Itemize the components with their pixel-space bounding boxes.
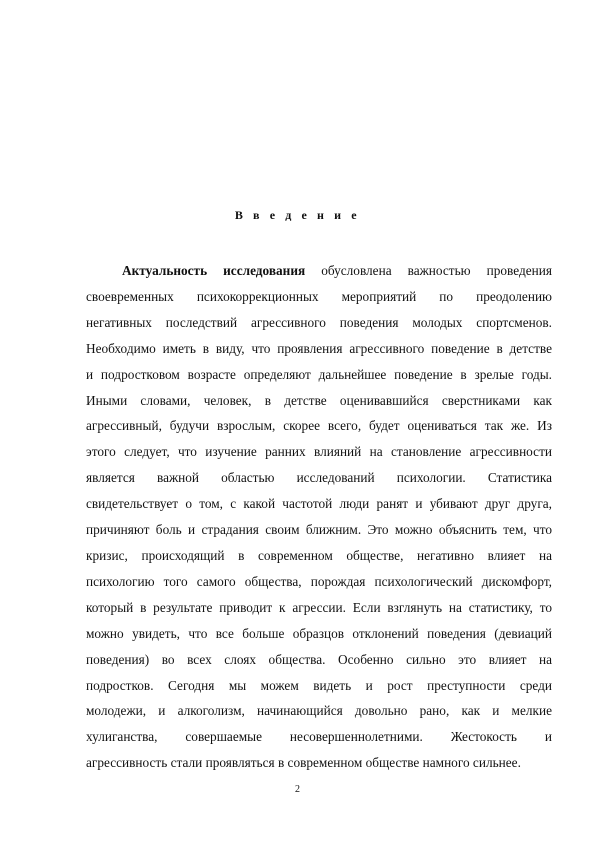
- paragraph-line: и подростковом возрасте определяют дальнейшее поведение в зрелые годы.: [86, 366, 552, 382]
- paragraph-line: [86, 258, 552, 284]
- paragraph-line: причиняют боль и страдания своим ближним. Это можно объяснить тем, что: [86, 522, 552, 538]
- paragraph-line: можно увидеть, что все больше образцов отклонений поведения (девиаций: [86, 625, 552, 641]
- lead-term: Актуальность исследования: [122, 263, 306, 278]
- paragraph-line: подростков. Сегодня мы можем видеть и рост преступности среди: [86, 677, 552, 693]
- paragraph-line: негативных последствий агрессивного поведения молодых спортсменов.: [86, 314, 552, 330]
- line-text: обусловлена важностью проведения: [305, 263, 552, 278]
- body-paragraph: [86, 258, 552, 776]
- paragraph-line: этого следует, что изучение ранних влияний на становление агрессивности: [86, 444, 552, 460]
- paragraph-line: поведения) во всех слоях общества. Особенно сильно это влияет на: [86, 651, 552, 667]
- paragraph-line: своевременных психокоррекционных мероприятий по преодолению: [86, 288, 552, 304]
- paragraph-line: кризис, происходящий в современном обществе, негативно влияет на: [86, 547, 552, 563]
- paragraph-line: агрессивность стали проявляться в современном обществе намного сильнее.: [86, 755, 521, 771]
- paragraph-line: является важной областью исследований психологии. Статистика: [86, 470, 552, 486]
- paragraph-line: Иными словами, человек, в детстве оценивавшийся сверстниками как: [86, 392, 552, 408]
- section-heading: В в е д е н и е: [234, 208, 361, 222]
- paragraph-line: который в результате приводит к агрессии. Если взглянуть на статистику, то: [86, 599, 552, 615]
- paragraph-line: молодежи, и алкоголизм, начинающийся довольно рано, как и мелкие: [86, 703, 552, 719]
- paragraph-line: Необходимо иметь в виду, что проявления агрессивного поведение в детстве: [86, 340, 552, 356]
- paragraph-line: хулиганства, совершаемые несовершеннолетними. Жестокость и: [86, 729, 552, 745]
- paragraph-line: психологию того самого общества, порождая психологический дискомфорт,: [86, 573, 552, 589]
- paragraph-line: агрессивный, будучи взрослым, скорее всего, будет оцениваться так же. Из: [86, 418, 552, 434]
- page-number: 2: [295, 784, 300, 795]
- paragraph-line: свидетельствует о том, с какой частотой люди ранят и убивают друг друга,: [86, 496, 552, 512]
